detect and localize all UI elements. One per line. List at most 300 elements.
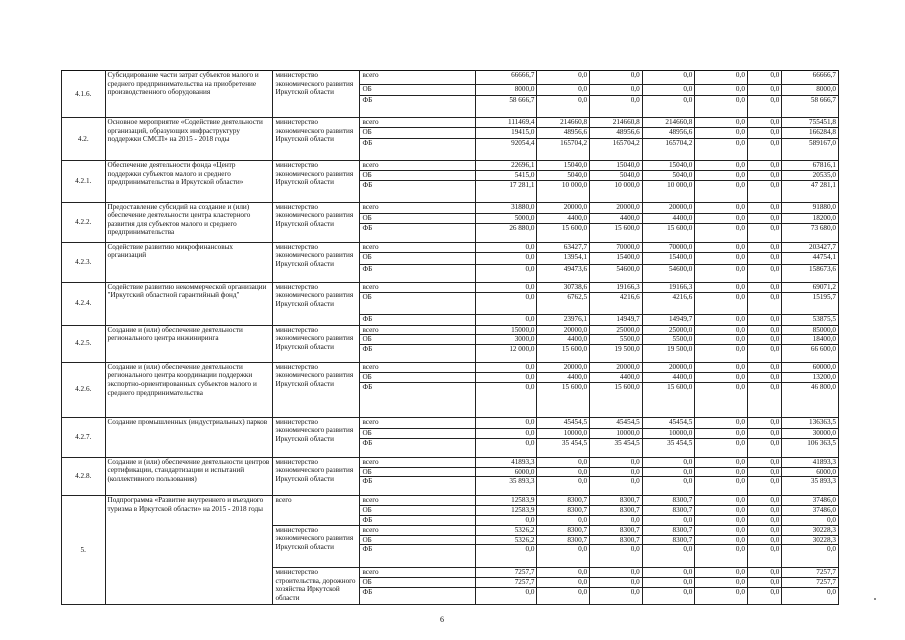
row-name: Содействие развитию микрофинансовых организаций <box>105 242 273 282</box>
value-cell-2016: 63427,7 <box>537 242 590 252</box>
value-cell-total: 41893,3 <box>782 457 839 467</box>
value-cell-col8: 0,0 <box>747 438 781 457</box>
source-cell: ОБ <box>360 213 475 223</box>
value-cell-col7: 0,0 <box>695 264 748 282</box>
value-cell-total-2015: 8000,0 <box>475 85 537 96</box>
value-cell-total-2015: 5326,2 <box>475 535 537 545</box>
value-cell-total-2015: 15000,0 <box>475 325 537 335</box>
value-cell-2016: 0,0 <box>537 71 590 85</box>
value-cell-2017: 14949,7 <box>590 314 643 325</box>
row-responsible: министерство экономического развития Иркутской области <box>273 362 360 417</box>
value-cell-2017: 8300,7 <box>590 535 643 545</box>
budget-table <box>61 70 839 605</box>
table-row <box>62 161 839 171</box>
value-cell-col8: 0,0 <box>747 282 781 292</box>
value-cell-total-2015: 35 893,3 <box>475 477 537 496</box>
value-cell-total-2015: 0,0 <box>475 382 537 417</box>
value-cell-2016: 0,0 <box>537 587 590 604</box>
value-cell-2017: 35 454,5 <box>590 438 643 457</box>
row-name: Создание и (или) обеспечение деятельности регионального центра координации поддержки экспортно-ориентированных субъектов малого и среднего предпринимательства <box>105 362 273 417</box>
source-cell: ФБ <box>360 587 475 604</box>
value-cell-2018: 8300,7 <box>642 506 695 516</box>
value-cell-col7: 0,0 <box>695 282 748 292</box>
value-cell-2018: 15 600,0 <box>642 382 695 417</box>
value-cell-total-2015: 7257,7 <box>475 568 537 578</box>
value-cell-col8: 0,0 <box>747 223 781 242</box>
value-cell-2018: 214660,8 <box>642 118 695 128</box>
value-cell-2018: 0,0 <box>642 477 695 496</box>
value-cell-col8: 0,0 <box>747 202 781 213</box>
source-cell: ОБ <box>360 467 475 477</box>
source-cell: ФБ <box>360 545 475 568</box>
value-cell-total: 37486,0 <box>782 506 839 516</box>
source-cell: ФБ <box>360 223 475 242</box>
value-cell-total-2015: 5415,0 <box>475 171 537 181</box>
value-cell-2017: 20000,0 <box>590 362 643 372</box>
value-cell-2018: 0,0 <box>642 578 695 588</box>
value-cell-2016: 0,0 <box>537 457 590 467</box>
row-code: 4.2.7. <box>62 417 106 457</box>
row-code: 4.2.3. <box>62 242 106 282</box>
value-cell-2016: 214660,8 <box>537 118 590 128</box>
value-cell-total-2015: 0,0 <box>475 264 537 282</box>
value-cell-col8: 0,0 <box>747 477 781 496</box>
source-cell: ФБ <box>360 180 475 202</box>
table-row <box>62 71 839 85</box>
value-cell-2016: 165704,2 <box>537 139 590 161</box>
value-cell-2017: 0,0 <box>590 85 643 96</box>
value-cell-col7: 0,0 <box>695 171 748 181</box>
value-cell-total-2015: 0,0 <box>475 282 537 292</box>
value-cell-col8: 0,0 <box>747 467 781 477</box>
value-cell-col8: 0,0 <box>747 428 781 438</box>
value-cell-2016: 23976,1 <box>537 314 590 325</box>
value-cell-2017: 19166,3 <box>590 282 643 292</box>
value-cell-col8: 0,0 <box>747 161 781 171</box>
row-name: Обеспечение деятельности фонда «Центр поддержки субъектов малого и среднего предпринимательства в Иркутской области» <box>105 161 273 203</box>
row-responsible: министерство экономического развития Иркутской области <box>273 282 360 325</box>
value-cell-2016: 0,0 <box>537 85 590 96</box>
value-cell-col8: 0,0 <box>747 344 781 362</box>
value-cell-2017: 0,0 <box>590 477 643 496</box>
value-cell-col7: 0,0 <box>695 335 748 345</box>
value-cell-2017: 5500,0 <box>590 335 643 345</box>
value-cell-total-2015: 0,0 <box>475 438 537 457</box>
value-cell-col8: 0,0 <box>747 525 781 535</box>
source-cell: всего <box>360 362 475 372</box>
value-cell-2016: 0,0 <box>537 568 590 578</box>
value-cell-2017: 15 600,0 <box>590 382 643 417</box>
row-name: Создание и (или) обеспечение деятельности регионального центра инжиниринга <box>105 325 273 362</box>
value-cell-total: 0,0 <box>782 587 839 604</box>
source-cell: ФБ <box>360 264 475 282</box>
source-cell: всего <box>360 525 475 535</box>
row-responsible: всего <box>273 496 360 525</box>
value-cell-total: 136363,5 <box>782 417 839 428</box>
value-cell-col7: 0,0 <box>695 525 748 535</box>
source-cell: всего <box>360 568 475 578</box>
value-cell-2016: 13954,1 <box>537 252 590 264</box>
value-cell-total-2015: 0,0 <box>475 428 537 438</box>
value-cell-2018: 15 600,0 <box>642 223 695 242</box>
value-cell-total: 67816,1 <box>782 161 839 171</box>
value-cell-total: 15195,7 <box>782 292 839 314</box>
value-cell-2018: 0,0 <box>642 515 695 525</box>
value-cell-col8: 0,0 <box>747 252 781 264</box>
value-cell-total-2015: 0,0 <box>475 242 537 252</box>
value-cell-2018: 4216,6 <box>642 292 695 314</box>
value-cell-col7: 0,0 <box>695 438 748 457</box>
value-cell-total-2015: 41893,3 <box>475 457 537 467</box>
value-cell-2018: 15040,0 <box>642 161 695 171</box>
source-cell: ОБ <box>360 535 475 545</box>
value-cell-2018: 15400,0 <box>642 252 695 264</box>
value-cell-col7: 0,0 <box>695 545 748 568</box>
value-cell-total: 53875,5 <box>782 314 839 325</box>
value-cell-2017: 4400,0 <box>590 213 643 223</box>
table-row <box>62 325 839 335</box>
value-cell-total-2015: 0,0 <box>475 252 537 264</box>
row-responsible: министерство экономического развития Иркутской области <box>273 325 360 362</box>
source-cell: ОБ <box>360 252 475 264</box>
value-cell-2016: 0,0 <box>537 467 590 477</box>
row-responsible: министерство экономического развития Иркутской области <box>273 161 360 203</box>
source-cell: ОБ <box>360 171 475 181</box>
value-cell-total: 18400,0 <box>782 335 839 345</box>
source-cell: всего <box>360 282 475 292</box>
value-cell-col8: 0,0 <box>747 372 781 382</box>
value-cell-2016: 20000,0 <box>537 362 590 372</box>
value-cell-col7: 0,0 <box>695 578 748 588</box>
value-cell-2016: 8300,7 <box>537 506 590 516</box>
value-cell-2017: 214660,8 <box>590 118 643 128</box>
value-cell-2016: 20000,0 <box>537 325 590 335</box>
source-cell: ОБ <box>360 85 475 96</box>
value-cell-2018: 54600,0 <box>642 264 695 282</box>
value-cell-total: 69071,2 <box>782 282 839 292</box>
value-cell-total: 589167,0 <box>782 139 839 161</box>
value-cell-col7: 0,0 <box>695 118 748 128</box>
source-cell: ФБ <box>360 96 475 118</box>
value-cell-total: 20535,0 <box>782 171 839 181</box>
value-cell-total: 8000,0 <box>782 85 839 96</box>
value-cell-col8: 0,0 <box>747 568 781 578</box>
value-cell-col8: 0,0 <box>747 71 781 85</box>
value-cell-col7: 0,0 <box>695 382 748 417</box>
value-cell-col7: 0,0 <box>695 85 748 96</box>
value-cell-2016: 6762,5 <box>537 292 590 314</box>
value-cell-col8: 0,0 <box>747 242 781 252</box>
value-cell-total: 0,0 <box>782 545 839 568</box>
value-cell-2016: 49473,6 <box>537 264 590 282</box>
value-cell-col8: 0,0 <box>747 506 781 516</box>
value-cell-total: 58 666,7 <box>782 96 839 118</box>
value-cell-2017: 0,0 <box>590 515 643 525</box>
value-cell-2017: 70000,0 <box>590 242 643 252</box>
scan-speck <box>874 598 876 600</box>
source-cell: ФБ <box>360 314 475 325</box>
value-cell-col8: 0,0 <box>747 417 781 428</box>
value-cell-2016: 8300,7 <box>537 535 590 545</box>
row-code: 4.2.1. <box>62 161 106 203</box>
table-row <box>62 417 839 428</box>
value-cell-2018: 45454,5 <box>642 417 695 428</box>
source-cell: ОБ <box>360 506 475 516</box>
value-cell-total: 158673,6 <box>782 264 839 282</box>
value-cell-total: 203427,7 <box>782 242 839 252</box>
value-cell-col8: 0,0 <box>747 292 781 314</box>
source-cell: ФБ <box>360 438 475 457</box>
value-cell-2018: 5040,0 <box>642 171 695 181</box>
value-cell-total-2015: 12583,9 <box>475 496 537 506</box>
row-code: 5. <box>62 496 106 604</box>
value-cell-col7: 0,0 <box>695 202 748 213</box>
value-cell-col8: 0,0 <box>747 535 781 545</box>
value-cell-col7: 0,0 <box>695 372 748 382</box>
row-responsible: министерство строительства, дорожного хозяйства Иркутской области <box>273 568 360 605</box>
value-cell-2017: 8300,7 <box>590 525 643 535</box>
value-cell-2016: 0,0 <box>537 96 590 118</box>
value-cell-2016: 4400,0 <box>537 213 590 223</box>
value-cell-2017: 10 000,0 <box>590 180 643 202</box>
value-cell-2018: 20000,0 <box>642 362 695 372</box>
value-cell-2018: 14949,7 <box>642 314 695 325</box>
value-cell-col7: 0,0 <box>695 180 748 202</box>
value-cell-col7: 0,0 <box>695 428 748 438</box>
value-cell-2016: 4400,0 <box>537 335 590 345</box>
value-cell-2017: 0,0 <box>590 568 643 578</box>
value-cell-2016: 0,0 <box>537 477 590 496</box>
source-cell: ФБ <box>360 477 475 496</box>
table-row <box>62 496 839 506</box>
value-cell-2018: 70000,0 <box>642 242 695 252</box>
value-cell-2017: 0,0 <box>590 71 643 85</box>
value-cell-2016: 15 600,0 <box>537 344 590 362</box>
value-cell-2016: 45454,5 <box>537 417 590 428</box>
source-cell: ФБ <box>360 515 475 525</box>
value-cell-col7: 0,0 <box>695 139 748 161</box>
source-cell: ОБ <box>360 578 475 588</box>
value-cell-total: 18200,0 <box>782 213 839 223</box>
row-responsible: министерство экономического развития Иркутской области <box>273 242 360 282</box>
value-cell-2018: 5500,0 <box>642 335 695 345</box>
value-cell-2018: 19 500,0 <box>642 344 695 362</box>
row-code: 4.2.4. <box>62 282 106 325</box>
value-cell-total: 66 600,0 <box>782 344 839 362</box>
value-cell-total-2015: 58 666,7 <box>475 96 537 118</box>
value-cell-col8: 0,0 <box>747 213 781 223</box>
table-row <box>62 202 839 213</box>
value-cell-total: 755451,8 <box>782 118 839 128</box>
value-cell-col7: 0,0 <box>695 344 748 362</box>
value-cell-col7: 0,0 <box>695 161 748 171</box>
value-cell-2017: 19 500,0 <box>590 344 643 362</box>
value-cell-col8: 0,0 <box>747 96 781 118</box>
value-cell-total-2015: 0,0 <box>475 515 537 525</box>
value-cell-col7: 0,0 <box>695 587 748 604</box>
value-cell-total-2015: 22696,1 <box>475 161 537 171</box>
value-cell-total-2015: 5000,0 <box>475 213 537 223</box>
source-cell: ОБ <box>360 128 475 139</box>
value-cell-2018: 10 000,0 <box>642 180 695 202</box>
value-cell-col8: 0,0 <box>747 587 781 604</box>
value-cell-2018: 10000,0 <box>642 428 695 438</box>
row-responsible: министерство экономического развития Иркутской области <box>273 71 360 118</box>
row-name: Создание и (или) обеспечение деятельности центров сертификации, стандартизации и испытаний (коллективного пользования) <box>105 457 273 496</box>
value-cell-col8: 0,0 <box>747 545 781 568</box>
value-cell-2018: 0,0 <box>642 457 695 467</box>
value-cell-total: 85000,0 <box>782 325 839 335</box>
value-cell-total: 91880,0 <box>782 202 839 213</box>
value-cell-2017: 15 600,0 <box>590 223 643 242</box>
value-cell-2018: 8300,7 <box>642 496 695 506</box>
value-cell-total-2015: 92054,4 <box>475 139 537 161</box>
value-cell-2018: 0,0 <box>642 85 695 96</box>
value-cell-2018: 0,0 <box>642 71 695 85</box>
value-cell-2016: 4400,0 <box>537 372 590 382</box>
source-cell: ОБ <box>360 372 475 382</box>
value-cell-2016: 0,0 <box>537 545 590 568</box>
value-cell-2017: 10000,0 <box>590 428 643 438</box>
value-cell-total: 73 680,0 <box>782 223 839 242</box>
value-cell-col8: 0,0 <box>747 578 781 588</box>
value-cell-2016: 5040,0 <box>537 171 590 181</box>
value-cell-col8: 0,0 <box>747 314 781 325</box>
value-cell-2018: 0,0 <box>642 568 695 578</box>
value-cell-col8: 0,0 <box>747 118 781 128</box>
row-name: Субсидирование части затрат субъектов малого и среднего предпринимательства на приобретение производственного оборудования <box>105 71 273 118</box>
value-cell-col7: 0,0 <box>695 496 748 506</box>
value-cell-col8: 0,0 <box>747 85 781 96</box>
value-cell-total: 106 363,5 <box>782 438 839 457</box>
value-cell-total-2015: 12583,9 <box>475 506 537 516</box>
row-responsible: министерство экономического развития Иркутской области <box>273 202 360 242</box>
value-cell-2016: 15 600,0 <box>537 223 590 242</box>
row-responsible: министерство экономического развития Иркутской области <box>273 525 360 568</box>
value-cell-col7: 0,0 <box>695 213 748 223</box>
value-cell-2017: 8300,7 <box>590 506 643 516</box>
value-cell-total-2015: 0,0 <box>475 545 537 568</box>
value-cell-total: 44754,1 <box>782 252 839 264</box>
value-cell-col7: 0,0 <box>695 96 748 118</box>
row-code: 4.2.2. <box>62 202 106 242</box>
value-cell-total: 60000,0 <box>782 362 839 372</box>
table-row <box>62 362 839 372</box>
value-cell-col7: 0,0 <box>695 242 748 252</box>
value-cell-total-2015: 31880,0 <box>475 202 537 213</box>
value-cell-total: 13200,0 <box>782 372 839 382</box>
source-cell: всего <box>360 457 475 467</box>
value-cell-total-2015: 0,0 <box>475 292 537 314</box>
value-cell-2016: 15040,0 <box>537 161 590 171</box>
value-cell-2017: 0,0 <box>590 578 643 588</box>
value-cell-2018: 25000,0 <box>642 325 695 335</box>
value-cell-2017: 25000,0 <box>590 325 643 335</box>
value-cell-total-2015: 7257,7 <box>475 578 537 588</box>
value-cell-2018: 165704,2 <box>642 139 695 161</box>
value-cell-total: 0,0 <box>782 515 839 525</box>
value-cell-total: 30228,3 <box>782 535 839 545</box>
value-cell-2016: 35 454,5 <box>537 438 590 457</box>
value-cell-col7: 0,0 <box>695 535 748 545</box>
source-cell: всего <box>360 325 475 335</box>
value-cell-2018: 20000,0 <box>642 202 695 213</box>
value-cell-total-2015: 0,0 <box>475 587 537 604</box>
value-cell-total-2015: 111469,4 <box>475 118 537 128</box>
value-cell-2018: 8300,7 <box>642 525 695 535</box>
value-cell-total: 6000,0 <box>782 467 839 477</box>
value-cell-2018: 0,0 <box>642 587 695 604</box>
value-cell-col8: 0,0 <box>747 335 781 345</box>
value-cell-2016: 20000,0 <box>537 202 590 213</box>
value-cell-total: 166284,8 <box>782 128 839 139</box>
value-cell-2017: 8300,7 <box>590 496 643 506</box>
value-cell-total-2015: 0,0 <box>475 372 537 382</box>
value-cell-2017: 0,0 <box>590 457 643 467</box>
value-cell-total: 30228,3 <box>782 525 839 535</box>
value-cell-2018: 19166,3 <box>642 282 695 292</box>
value-cell-col7: 0,0 <box>695 223 748 242</box>
value-cell-total-2015: 0,0 <box>475 417 537 428</box>
value-cell-2017: 5040,0 <box>590 171 643 181</box>
source-cell: всего <box>360 118 475 128</box>
row-name: Основное мероприятие «Содействие деятельности организаций, образующих инфраструктуру поддержки СМСП» на 2015 - 2018 годы <box>105 118 273 161</box>
value-cell-2017: 0,0 <box>590 96 643 118</box>
value-cell-col7: 0,0 <box>695 467 748 477</box>
source-cell: ФБ <box>360 139 475 161</box>
value-cell-col7: 0,0 <box>695 457 748 467</box>
value-cell-total-2015: 6000,0 <box>475 467 537 477</box>
row-code: 4.1.6. <box>62 71 106 118</box>
row-responsible: министерство экономического развития Иркутской области <box>273 118 360 161</box>
value-cell-col7: 0,0 <box>695 292 748 314</box>
value-cell-total-2015: 5326,2 <box>475 525 537 535</box>
value-cell-total: 7257,7 <box>782 578 839 588</box>
value-cell-2017: 45454,5 <box>590 417 643 428</box>
value-cell-col8: 0,0 <box>747 362 781 372</box>
value-cell-2016: 10000,0 <box>537 428 590 438</box>
value-cell-2016: 10 000,0 <box>537 180 590 202</box>
value-cell-2018: 4400,0 <box>642 213 695 223</box>
value-cell-2018: 0,0 <box>642 467 695 477</box>
value-cell-total: 30000,0 <box>782 428 839 438</box>
value-cell-2018: 35 454,5 <box>642 438 695 457</box>
value-cell-col7: 0,0 <box>695 71 748 85</box>
value-cell-col8: 0,0 <box>747 180 781 202</box>
value-cell-2017: 0,0 <box>590 545 643 568</box>
value-cell-col8: 0,0 <box>747 382 781 417</box>
row-responsible: министерство экономического развития Иркутской области <box>273 417 360 457</box>
value-cell-2017: 48956,6 <box>590 128 643 139</box>
value-cell-col8: 0,0 <box>747 457 781 467</box>
value-cell-2017: 0,0 <box>590 467 643 477</box>
table-row <box>62 457 839 467</box>
value-cell-2017: 0,0 <box>590 587 643 604</box>
value-cell-2016: 8300,7 <box>537 496 590 506</box>
table-row <box>62 118 839 128</box>
value-cell-2017: 15040,0 <box>590 161 643 171</box>
source-cell: ФБ <box>360 382 475 417</box>
value-cell-2018: 48956,6 <box>642 128 695 139</box>
value-cell-total: 35 893,3 <box>782 477 839 496</box>
value-cell-total-2015: 3000,0 <box>475 335 537 345</box>
source-cell: ОБ <box>360 428 475 438</box>
value-cell-2016: 0,0 <box>537 578 590 588</box>
value-cell-col7: 0,0 <box>695 506 748 516</box>
value-cell-total-2015: 0,0 <box>475 314 537 325</box>
source-cell: всего <box>360 242 475 252</box>
value-cell-total: 46 800,0 <box>782 382 839 417</box>
